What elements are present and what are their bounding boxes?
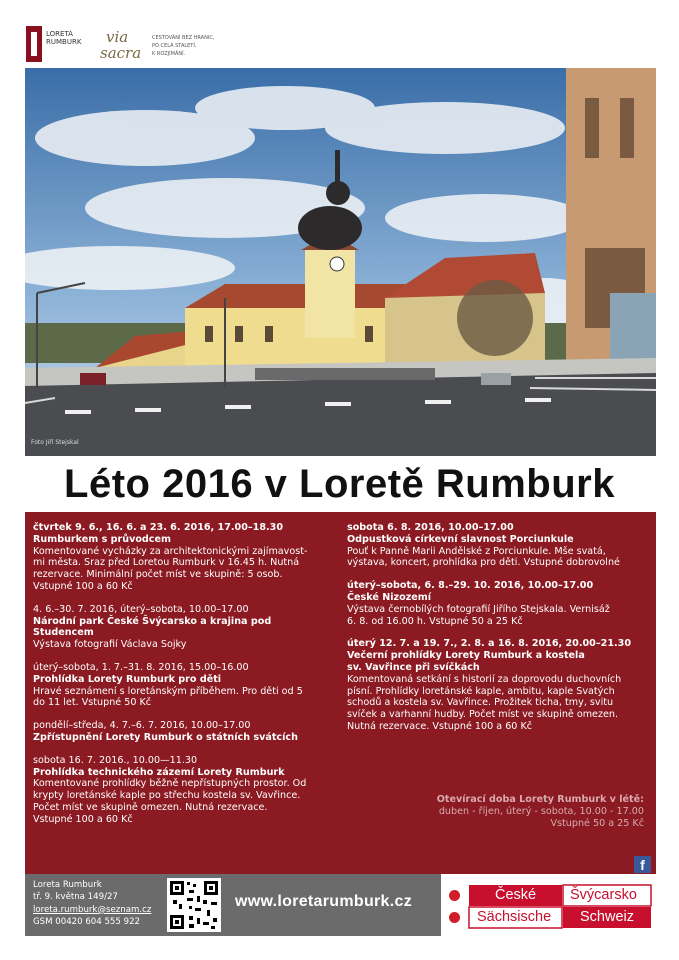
- footer: [25, 874, 656, 936]
- ceske-svycarsko-logo: [441, 874, 656, 936]
- via-sacra-desc-3: K ROZJÍMÁNÍ.: [152, 51, 186, 57]
- event-date: čtvrtek 9. 6., 16. 6. a 23. 6. 2016, 17.00–18.30: [33, 522, 284, 533]
- church-photo: [25, 68, 656, 456]
- event-name: Rumburkem s průvodcem: [33, 533, 171, 545]
- event-desc-line: Nutná rezervace. Vstupné 100 a 60 Kč: [347, 720, 533, 732]
- events-left-column: [33, 522, 333, 837]
- via-sacra-desc-1: CESTOVÁNÍ BEZ HRANIC,: [152, 35, 215, 41]
- event-item: [33, 604, 333, 651]
- event-desc-line: Komentovaná setkání s historií za doprovodu duchovních: [347, 673, 622, 685]
- event-date: úterý–sobota, 1. 7.–31. 8. 2016, 15.00–16.00: [33, 661, 249, 673]
- event-desc-line: 6. 8. od 16.00 h. Vstupné 50 a 25 Kč: [347, 615, 523, 627]
- event-name: Národní park České Švýcarsko a krajina pod Studencem: [33, 615, 272, 639]
- contact-email-link[interactable]: loreta.rumburk@seznam.cz: [33, 904, 152, 915]
- opening-hours-price: Vstupné 50 a 25 Kč: [550, 818, 644, 829]
- event-date: sobota 16. 7. 2016., 10.00—11.30: [33, 754, 198, 766]
- via-sacra-desc: [152, 34, 272, 58]
- event-item: [33, 720, 333, 744]
- page-title: Léto 2016 v Loretě Rumburk: [64, 462, 615, 506]
- church-photo-illustration: [25, 68, 656, 456]
- event-name: České Nizozemí: [347, 591, 432, 603]
- contact-address: [33, 879, 151, 929]
- via-sacra-logo: [100, 28, 310, 64]
- event-date: úterý–sobota, 6. 8.–29. 10. 2016, 10.00–17.00: [347, 580, 594, 592]
- event-desc-line: svíček a varhanní hudby. Počet míst ve skupině omezen.: [347, 709, 619, 721]
- cs-logo-blocks: [441, 874, 656, 936]
- event-name: Prohlídka Lorety Rumburk pro děti: [33, 673, 222, 685]
- loreta-logo-icon: [26, 26, 42, 62]
- event-desc-line: rezervace. Minimální počet míst ve skupině: 5 osob.: [33, 569, 283, 581]
- event-desc-line: písní. Prohlídky loretánské kaple, ambitu, kaple Svatých: [347, 685, 615, 697]
- contact-street: tř. 9. května 149/27: [33, 892, 118, 903]
- event-desc-line: Pouť k Panně Marii Andělské z Porciunkule. Mše svatá,: [347, 545, 606, 557]
- cs-word-ceske: České: [495, 887, 537, 903]
- event-desc-line: Komentované vycházky za architektonickými zajímavost-: [33, 545, 308, 557]
- loreta-rumburk-logo: [26, 26, 96, 64]
- event-desc-line: Počet míst ve skupině omezen. Nutná rezervace.: [33, 801, 268, 813]
- event-desc-line: výstava, koncert, prohlídka pro děti. Vstupné dobrovolné: [347, 557, 620, 569]
- event-desc-line: mi města. Sraz před Loretou Rumburk v 16.45 h. Nutná: [33, 557, 300, 569]
- event-item: [33, 522, 333, 593]
- via-sacra-sacra: sacra: [100, 44, 142, 62]
- qr-code-icon: [167, 878, 221, 932]
- event-desc-line: Vstupné 100 a 60 Kč: [33, 813, 133, 825]
- event-desc-line: Komentované prohlídky běžně nepřístupných prostor. Od: [33, 778, 307, 790]
- event-item: [347, 638, 649, 732]
- loreta-logo-text-1: LORETA: [46, 30, 73, 38]
- event-date: úterý 12. 7. a 19. 7., 2. 8. a 16. 8. 2016, 20.00–21.30: [347, 638, 631, 650]
- opening-hours: [404, 794, 644, 830]
- event-desc-line: Výstava černobílých fotografií Jiřího Stejskala. Vernisáž: [347, 603, 610, 615]
- event-item: [33, 755, 333, 826]
- cs-word-svycarsko: Švýcarsko: [570, 887, 637, 903]
- event-desc-line: schodů a kostela sv. Vavřince. Prožitek ticha, tmy, svitu: [347, 697, 614, 709]
- event-item: [33, 662, 333, 709]
- contact-org: Loreta Rumburk: [33, 880, 102, 890]
- event-desc-line: Vstupné 100 a 60 Kč: [33, 580, 133, 592]
- via-sacra-desc-2: PO CELÁ STALETÍ,: [152, 43, 197, 49]
- event-date: pondělí–středa, 4. 7.–6. 7. 2016, 10.00–17.00: [33, 720, 251, 732]
- opening-hours-heading: Otevírací doba Lorety Rumburk v létě:: [436, 794, 644, 805]
- website-link[interactable]: www.loretarumburk.cz: [235, 893, 412, 910]
- event-name: Večerní prohlídky Lorety Rumburk a kostela: [347, 650, 585, 662]
- event-name: Prohlídka technického zázemí Lorety Rumburk: [33, 766, 285, 778]
- photo-credit: Foto Jiří Stejskal: [31, 439, 79, 446]
- qr-code: [167, 878, 221, 932]
- opening-hours-line: duben - říjen, úterý - sobota, 10.00 - 17.00: [438, 806, 644, 817]
- event-date: sobota 6. 8. 2016, 10.00–17.00: [347, 522, 514, 533]
- cs-word-schweiz: Schweiz: [580, 909, 634, 925]
- event-item: [347, 580, 649, 627]
- event-date: 4. 6.–30. 7. 2016, úterý–sobota, 10.00–17.00: [33, 603, 249, 615]
- program-panel: [25, 512, 656, 874]
- event-item: [347, 522, 649, 569]
- event-name: sv. Vavřince při svíčkách: [347, 661, 480, 673]
- cs-word-sachsische: Sächsische: [477, 909, 552, 925]
- event-desc-line: Hravé seznámení s loretánským příběhem. Pro děti od 5: [33, 685, 303, 697]
- loreta-logo-text-2: RUMBURK: [46, 38, 82, 46]
- event-name: Odpustková církevní slavnost Porciunkule: [347, 533, 574, 545]
- event-name: Zpřístupnění Lorety Rumburk o státních svátcích: [33, 731, 298, 743]
- via-sacra-via: via: [106, 28, 129, 46]
- event-desc-line: krypty loretánské kaple po střechu kostela sv. Vavřince.: [33, 790, 301, 802]
- contact-phone: GSM 00420 604 555 922: [33, 917, 141, 928]
- facebook-icon[interactable]: f: [634, 856, 651, 873]
- events-right-column: [347, 522, 649, 744]
- event-desc-line: do 11 let. Vstupné 50 Kč: [33, 697, 152, 709]
- event-desc-line: Výstava fotografií Václava Sojky: [33, 639, 187, 651]
